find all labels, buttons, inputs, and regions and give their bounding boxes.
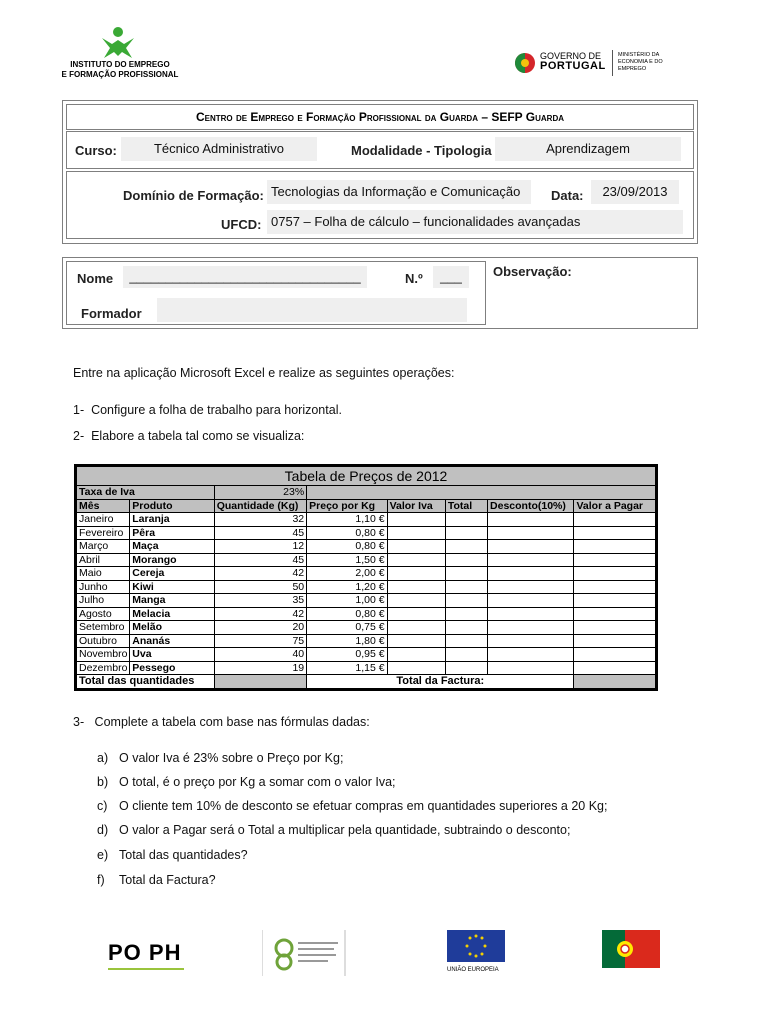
iva-label: Taxa de Iva xyxy=(77,486,215,500)
table-row xyxy=(77,594,656,608)
cell-mes: Maio xyxy=(77,567,130,581)
cell-preco: 0,80 € xyxy=(307,540,387,554)
instruction-item-key: c) xyxy=(97,799,108,813)
empty-cell[interactable] xyxy=(445,607,487,621)
cell-produto: Maça xyxy=(130,540,214,554)
cell-produto: Pessego xyxy=(130,661,214,675)
step-1 xyxy=(73,403,342,417)
empty-cell[interactable] xyxy=(488,634,574,648)
empty-cell[interactable] xyxy=(574,567,656,581)
empty-cell[interactable] xyxy=(387,661,445,675)
header-cell: Quantidade (Kg) xyxy=(214,499,306,513)
empty-cell[interactable] xyxy=(387,553,445,567)
student-info-box xyxy=(62,257,698,329)
empty-cell[interactable] xyxy=(574,621,656,635)
gov-divider xyxy=(612,50,613,76)
empty-cell[interactable] xyxy=(387,621,445,635)
step-2-number: 2- xyxy=(73,429,85,443)
empty-cell[interactable] xyxy=(387,540,445,554)
qren-emblem-icon xyxy=(262,930,346,976)
instruction-item xyxy=(97,823,570,837)
instruction-item-key: d) xyxy=(97,823,109,837)
table-row xyxy=(77,553,656,567)
instruction-item-key: f) xyxy=(97,873,105,887)
portugal-emblem-icon xyxy=(514,51,536,75)
dominio-label: Domínio de Formação: xyxy=(123,188,264,203)
header-cell: Valor a Pagar xyxy=(574,499,656,513)
cell-qtd: 45 xyxy=(214,553,306,567)
gov-line2: PORTUGAL xyxy=(540,60,606,72)
step-3-number: 3- xyxy=(73,715,85,729)
empty-cell[interactable] xyxy=(488,526,574,540)
ufcd-value: 0757 – Folha de cálculo – funcionalidades avançadas xyxy=(267,210,683,234)
cell-produto: Laranja xyxy=(130,513,214,527)
instruction-item xyxy=(97,799,607,813)
cell-qtd: 35 xyxy=(214,594,306,608)
cell-preco: 2,00 € xyxy=(307,567,387,581)
data-value: 23/09/2013 xyxy=(591,180,679,204)
cell-mes: Fevereiro xyxy=(77,526,130,540)
iva-value: 23% xyxy=(214,486,306,500)
table-row xyxy=(77,621,656,635)
cell-qtd: 42 xyxy=(214,567,306,581)
eu-caption: UNIÃO EUROPEIA xyxy=(447,967,499,973)
instruction-item xyxy=(97,775,396,789)
empty-cell[interactable] xyxy=(574,607,656,621)
intro-text: Entre na aplicação Microsoft Excel e realize as seguintes operações: xyxy=(73,366,455,380)
nome-field[interactable]: ________________________________ xyxy=(123,266,367,288)
empty-cell[interactable] xyxy=(445,526,487,540)
empty-cell[interactable] xyxy=(387,513,445,527)
table-row xyxy=(77,648,656,662)
poph-text: PO PH xyxy=(108,940,182,965)
empty-cell[interactable] xyxy=(574,553,656,567)
empty-cell[interactable] xyxy=(387,634,445,648)
data-label: Data: xyxy=(551,188,584,203)
empty-cell[interactable] xyxy=(574,580,656,594)
total-qtd-cell[interactable] xyxy=(214,675,306,689)
cell-preco: 0,80 € xyxy=(307,607,387,621)
cell-qtd: 42 xyxy=(214,607,306,621)
cell-produto: Melacia xyxy=(130,607,214,621)
cell-preco: 0,75 € xyxy=(307,621,387,635)
iva-filler xyxy=(307,486,656,500)
cell-mes: Setembro xyxy=(77,621,130,635)
instruction-item-key: a) xyxy=(97,751,109,765)
cell-qtd: 12 xyxy=(214,540,306,554)
course-row xyxy=(66,131,694,169)
table-row xyxy=(77,513,656,527)
empty-cell[interactable] xyxy=(387,526,445,540)
cell-preco: 1,80 € xyxy=(307,634,387,648)
empty-cell[interactable] xyxy=(445,567,487,581)
cell-mes: Junho xyxy=(77,580,130,594)
instruction-item-key: e) xyxy=(97,848,109,862)
table-row xyxy=(77,661,656,675)
gov-ministry: MINISTÉRIO DA ECONOMIA E DO EMPREGO xyxy=(618,52,663,72)
instruction-item-text: O cliente tem 10% de desconto se efetuar compras em quantidades superiores a 20 Kg; xyxy=(119,799,608,813)
domain-row xyxy=(66,171,694,239)
empty-cell[interactable] xyxy=(488,540,574,554)
instruction-item xyxy=(97,751,343,765)
empty-cell[interactable] xyxy=(488,594,574,608)
empty-cell[interactable] xyxy=(574,648,656,662)
numero-field[interactable]: ___ xyxy=(433,266,469,288)
dominio-value: Tecnologias da Informação e Comunicação xyxy=(267,180,531,204)
empty-cell[interactable] xyxy=(488,580,574,594)
cell-mes: Agosto xyxy=(77,607,130,621)
empty-cell[interactable] xyxy=(574,661,656,675)
cell-qtd: 19 xyxy=(214,661,306,675)
empty-cell[interactable] xyxy=(574,526,656,540)
total-factura-cell[interactable] xyxy=(574,675,656,689)
cell-qtd: 75 xyxy=(214,634,306,648)
formador-label: Formador xyxy=(81,306,142,321)
empty-cell[interactable] xyxy=(445,634,487,648)
totals-row xyxy=(77,675,656,689)
cell-produto: Melão xyxy=(130,621,214,635)
empty-cell[interactable] xyxy=(445,580,487,594)
instruction-item-text: O valor Iva é 23% sobre o Preço por Kg; xyxy=(119,751,344,765)
portugal-flag-icon xyxy=(602,930,660,968)
cell-preco: 1,50 € xyxy=(307,553,387,567)
empty-cell[interactable] xyxy=(488,553,574,567)
cell-preco: 0,95 € xyxy=(307,648,387,662)
cell-produto: Morango xyxy=(130,553,214,567)
empty-cell[interactable] xyxy=(445,540,487,554)
table-row xyxy=(77,526,656,540)
center-title-suffix: SEFP Guarda xyxy=(491,110,565,124)
empty-cell[interactable] xyxy=(445,648,487,662)
cell-mes: Dezembro xyxy=(77,661,130,675)
iefp-line2: E FORMAÇÃO PROFISSIONAL xyxy=(61,70,179,79)
empty-cell[interactable] xyxy=(387,580,445,594)
cell-preco: 0,80 € xyxy=(307,526,387,540)
center-title-cell xyxy=(66,104,694,130)
table-header-row xyxy=(77,499,656,513)
student-cell xyxy=(66,261,486,325)
formador-field[interactable] xyxy=(157,298,467,322)
empty-cell[interactable] xyxy=(387,607,445,621)
cell-qtd: 50 xyxy=(214,580,306,594)
empty-cell[interactable] xyxy=(488,567,574,581)
qren-logo xyxy=(262,930,346,980)
eu-flag-icon xyxy=(447,930,505,962)
total-factura-label: Total da Factura: xyxy=(307,675,574,689)
eu-logo xyxy=(447,930,505,980)
cell-preco: 1,15 € xyxy=(307,661,387,675)
cell-qtd: 45 xyxy=(214,526,306,540)
cell-preco: 1,10 € xyxy=(307,513,387,527)
table-row xyxy=(77,580,656,594)
observacao-label: Observação: xyxy=(493,264,572,279)
empty-cell[interactable] xyxy=(387,648,445,662)
ufcd-label: UFCD: xyxy=(221,217,262,232)
empty-cell[interactable] xyxy=(488,661,574,675)
table-title: Tabela de Preços de 2012 xyxy=(77,467,656,486)
step-3 xyxy=(73,715,370,729)
instruction-item xyxy=(97,848,248,862)
cell-produto: Uva xyxy=(130,648,214,662)
empty-cell[interactable] xyxy=(488,648,574,662)
cell-produto: Manga xyxy=(130,594,214,608)
empty-cell[interactable] xyxy=(445,661,487,675)
step-1-text: Configure a folha de trabalho para horizontal. xyxy=(91,403,342,417)
cell-mes: Janeiro xyxy=(77,513,130,527)
nome-label: Nome xyxy=(77,271,114,286)
header-cell: Valor Iva xyxy=(387,499,445,513)
header-cell: Mês xyxy=(77,499,130,513)
empty-cell[interactable] xyxy=(488,513,574,527)
instruction-item-text: Total da Factura? xyxy=(119,873,216,887)
iefp-figure-icon xyxy=(98,26,138,60)
instruction-item-text: O total, é o preço por Kg a somar com o valor Iva; xyxy=(119,775,396,789)
header-cell: Preço por Kg xyxy=(307,499,387,513)
empty-cell[interactable] xyxy=(574,634,656,648)
cell-preco: 1,20 € xyxy=(307,580,387,594)
empty-cell[interactable] xyxy=(574,594,656,608)
modalidade-value: Aprendizagem xyxy=(495,137,681,161)
empty-cell[interactable] xyxy=(445,621,487,635)
instruction-item-text: Total das quantidades? xyxy=(119,848,248,862)
cell-mes: Outubro xyxy=(77,634,130,648)
empty-cell[interactable] xyxy=(574,540,656,554)
header-cell: Desconto(10%) xyxy=(488,499,574,513)
numero-label: N.º xyxy=(405,271,423,286)
cell-mes: Julho xyxy=(77,594,130,608)
cell-mes: Novembro xyxy=(77,648,130,662)
cell-preco: 1,00 € xyxy=(307,594,387,608)
iefp-logo xyxy=(60,26,180,86)
poph-logo xyxy=(108,930,188,980)
gov-line1: GOVERNO DE xyxy=(540,51,602,61)
empty-cell[interactable] xyxy=(488,621,574,635)
curso-value: Técnico Administrativo xyxy=(121,137,317,161)
governo-portugal-logo xyxy=(514,48,684,80)
cell-qtd: 40 xyxy=(214,648,306,662)
price-table xyxy=(74,464,658,691)
step-2-text: Elabore a tabela tal como se visualiza: xyxy=(91,429,305,443)
course-info-box xyxy=(62,100,698,244)
table-row xyxy=(77,540,656,554)
step-3-text: Complete a tabela com base nas fórmulas dadas: xyxy=(94,715,370,729)
instruction-item-key: b) xyxy=(97,775,109,789)
cell-produto: Cereja xyxy=(130,567,214,581)
empty-cell[interactable] xyxy=(445,594,487,608)
curso-label: Curso: xyxy=(75,143,117,158)
empty-cell[interactable] xyxy=(488,607,574,621)
cell-mes: Março xyxy=(77,540,130,554)
total-qtd-label: Total das quantidades xyxy=(77,675,215,689)
modalidade-label: Modalidade - Tipologia xyxy=(351,143,492,158)
table-row xyxy=(77,607,656,621)
cell-produto: Kiwi xyxy=(130,580,214,594)
table-row xyxy=(77,567,656,581)
center-title-prefix: Centro de Emprego e Formação Profissional da Guarda – xyxy=(195,110,492,124)
step-2 xyxy=(73,429,304,443)
cell-mes: Abril xyxy=(77,553,130,567)
empty-cell[interactable] xyxy=(445,553,487,567)
step-1-number: 1- xyxy=(73,403,85,417)
empty-cell[interactable] xyxy=(387,594,445,608)
header-cell: Total xyxy=(445,499,487,513)
cell-produto: Pêra xyxy=(130,526,214,540)
table-row xyxy=(77,634,656,648)
cell-produto: Ananás xyxy=(130,634,214,648)
empty-cell[interactable] xyxy=(574,513,656,527)
empty-cell[interactable] xyxy=(445,513,487,527)
portugal-flag-logo xyxy=(602,930,660,980)
instruction-item-text: O valor a Pagar será o Total a multiplicar pela quantidade, subtraindo o desconto; xyxy=(119,823,571,837)
empty-cell[interactable] xyxy=(387,567,445,581)
cell-qtd: 20 xyxy=(214,621,306,635)
iefp-line1: INSTITUTO DO EMPREGO xyxy=(70,60,170,69)
header-cell: Produto xyxy=(130,499,214,513)
cell-qtd: 32 xyxy=(214,513,306,527)
instruction-item xyxy=(97,873,216,887)
